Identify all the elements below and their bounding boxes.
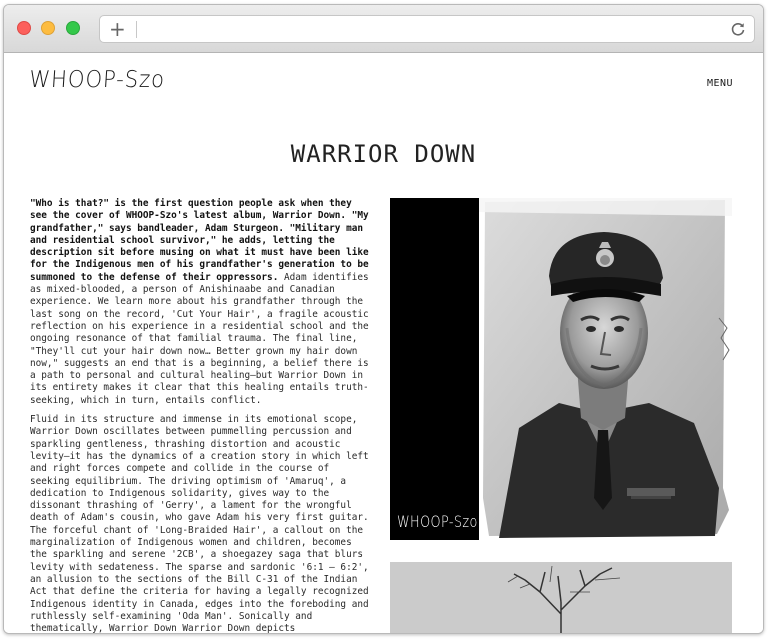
portrait-photo [479,198,732,542]
maximize-window-button[interactable] [66,21,80,35]
article-paragraph-2: Fluid in its structure and immense in its emotional scope, Warrior Down oscillates between pummelling percussion and sparkling gentleness, thrashing distortion and acoustic levity—it has the dynamics of a creation story in which left and right forces compete and collide in the course of seeking equilibrium. The driving optimism of 'Amaruq', a dedication to Indigenous solidarity, gives way to the dissonant thrashing of 'Gerry', a lament for the wrongful death of Adam's cousin, who gave Adam his very first guitar. The forceful chant of 'Long-Braided Hair', a callout on the marginalization of Indigenous women and children, becomes the sparkling and serene '2CB', a shoegazey saga that blurs levity with sedateness. The sparse and sardonic '6:1 – 6:2', an allusion to the sections of the Bill C-31 of the Indian Act that define the criteria for having a legally recognized Indigenous identity in Canada, edges into the foreboding and ruthlessly self-examining 'Oda Man'. Sonically and thematically, Warrior Down Warrior Down depicts [30,414,369,634]
album-cover-logo: WHOOP-Szo [397,512,478,531]
page-title: WARRIOR DOWN [290,140,477,168]
article-paragraph-1 [30,198,372,407]
tree-photo [390,562,732,634]
tree-photo-graphic [390,562,732,634]
close-window-button[interactable] [17,21,31,35]
reload-icon[interactable] [730,21,746,37]
album-cover-image [390,198,732,542]
minimize-window-button[interactable] [41,21,55,35]
address-bar[interactable] [99,15,755,43]
address-bar-divider [136,21,137,38]
article-body [30,198,372,634]
article-lead: "Who is that?" is the first question people ask when they see the cover of WHOOP-Szo's latest album, Warrior Down. "My grandfather," says bandleader, Adam Sturgeon. "Military man and residential school survivor," he adds, letting the description sit before musing on what it must have been like for the Indigenous men of his grandfather's generation to be summoned to the defense of their oppressors. [30,198,369,283]
web-page [4,54,763,634]
article-paragraph-1-rest: Adam identifies as mixed-blooded, a person of Anishinaabe and Canadian experience. We learn more about his grandfather through the last song on the record, 'Cut Your Hair', a fragile acoustic reflection on his experience in a residential school and the ongoing resonance of that familial trauma. The final line, "They'll cut your hair down now… Better grown my hair down now," suggests an end that is a beginning, a belief there is a path to personal and cultural healing—but Warrior Down in its entirety makes it clear that this healing entails truth-seeking, which in turn, entails conflict. [30,271,369,406]
album-cover-black-strip [390,198,479,540]
browser-window [3,4,764,634]
new-tab-icon[interactable]: + [109,17,126,41]
browser-toolbar [4,5,763,53]
url-input[interactable] [144,19,714,39]
menu-button[interactable]: MENU [707,78,734,89]
site-logo[interactable]: WHOOP-Szo [28,67,166,93]
